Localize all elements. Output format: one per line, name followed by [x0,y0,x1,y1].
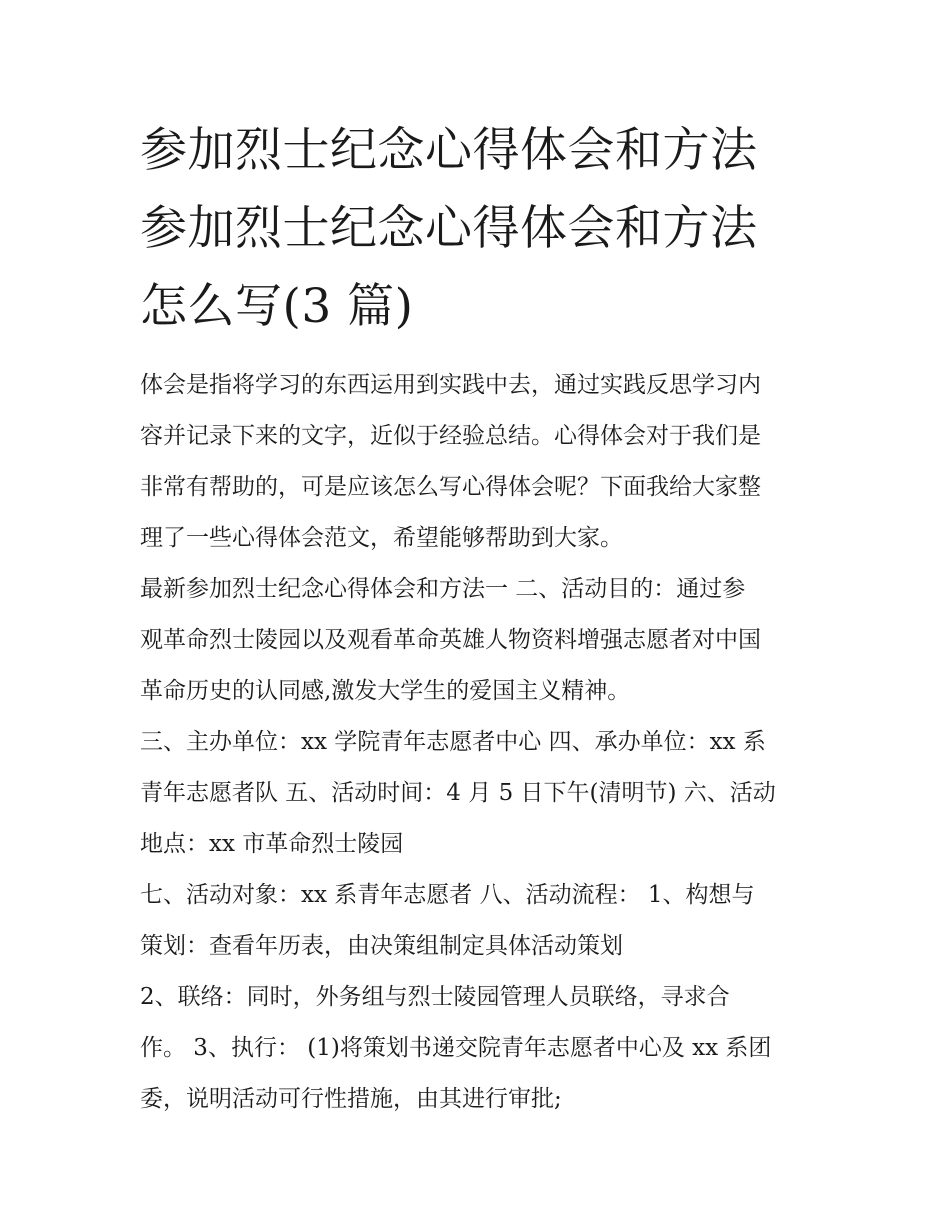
text-line: 青年志愿者队 五、活动时间：4 月 5 日下午(清明节) 六、活动 [140,780,776,806]
paragraph-liaison [140,972,812,1125]
text-line: 革命历史的认同感,激发大学生的爱国主义精神。 [140,678,631,704]
document-content [140,112,812,1125]
paragraph-organizers [140,717,812,870]
text-line: 三、主办单位：xx 学院青年志愿者中心 四、承办单位：xx 系 [140,729,766,755]
title-line: 参加烈士纪念心得体会和方法 [140,201,758,256]
text-line: 观革命烈士陵园以及观看革命英雄人物资料增强志愿者对中国 [140,627,761,653]
text-line: 最新参加烈士纪念心得体会和方法一 二、活动目的：通过参 [140,576,746,602]
text-line: 地点：xx 市革命烈士陵园 [140,831,404,857]
paragraph-purpose [140,564,812,717]
text-line: 容并记录下来的文字，近似于经验总结。心得体会对于我们是 [140,423,761,449]
text-line: 七、活动对象：xx 系青年志愿者 八、活动流程： 1、构想与 [140,882,755,908]
text-line: 理了一些心得体会范文，希望能够帮助到大家。 [140,525,623,551]
text-line: 委，说明活动可行性措施，由其进行审批; [140,1086,562,1112]
text-line: 体会是指将学习的东西运用到实践中去，通过实践反思学习内 [140,372,761,398]
text-line: 非常有帮助的，可是应该怎么写心得体会呢？下面我给大家整 [140,474,761,500]
paragraph-intro [140,360,812,564]
text-line: 策划：查看年历表，由决策组制定具体活动策划 [140,933,623,959]
title-line: 参加烈士纪念心得体会和方法 [140,123,758,178]
document-body [140,360,812,1125]
document-title [140,112,812,346]
paragraph-participants [140,870,812,972]
text-line: 2、联络：同时，外务组与烈士陵园管理人员联络，寻求合 [140,984,730,1010]
title-line: 怎么写(3 篇) [140,279,414,334]
text-line: 作。 3、执行： (1)将策划书递交院青年志愿者中心及 xx 系团 [140,1035,772,1061]
